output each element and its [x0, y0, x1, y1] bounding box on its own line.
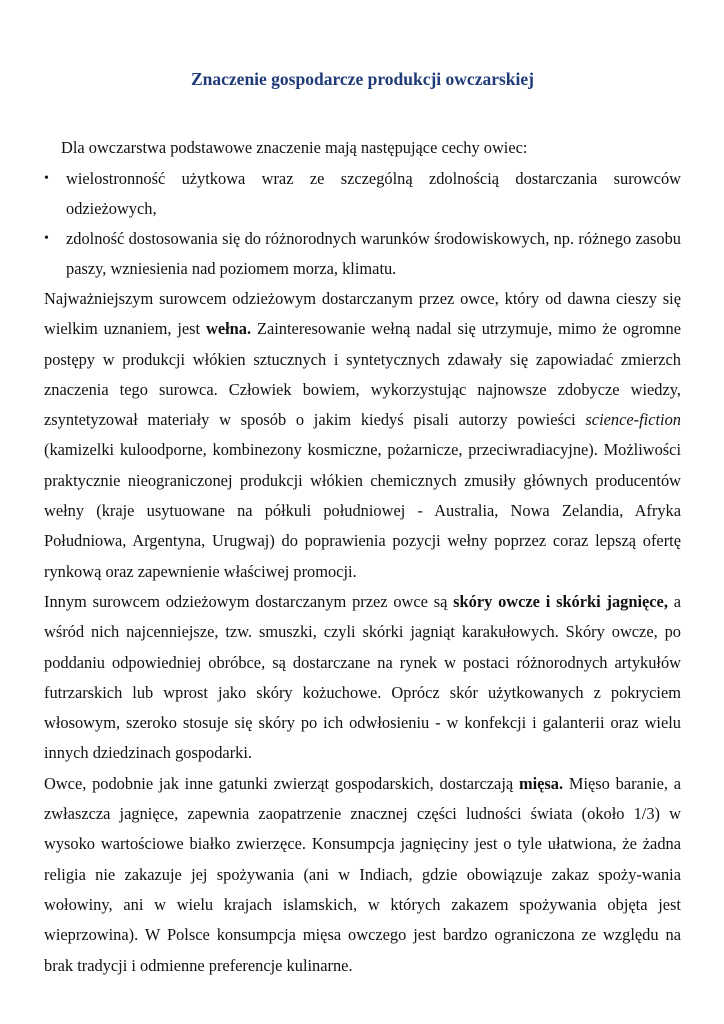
- paragraph-text: Innym surowcem odzieżowym dostarczanym przez owce są: [44, 591, 454, 611]
- paragraph-text: Najważniejszym surowcem odzieżowym dostarczanym przez owce, który od dawna cieszy się wielkim uznaniem, jest: [44, 289, 681, 339]
- paragraph-skins: [44, 587, 681, 769]
- paragraph-text: Owce, podobnie jak inne gatunki zwierząt gospodarskich, dostarczają: [44, 773, 519, 793]
- intro-text: Dla owczarstwa podstawowe znaczenie mają następujące cechy owiec:: [61, 138, 528, 157]
- list-item-text: zdolność dostosowania się do różnorodnych warunków środowiskowych, np. różnego zasobu paszy, wzniesienia nad poziomem morza, klimatu.: [66, 229, 681, 278]
- features-list: [44, 164, 681, 284]
- paragraph-text: Mięso baranie, a zwłaszcza jagnięce, zapewnia zaopatrzenie znacznej części ludności świata (około 1/3) w wysoko wartościowe białko zwierzęce. Konsumpcja jagnięciny jest o tyle ułatwiona, że żadna religia nie zakazuje jej spożywania (ani w Indiach, gdzie obowiązuje zakaz spoży-wania wołowiny, ani w wielu krajach islamskich, w których zakazem spożywania objęta jest wieprzowina). W Polsce konsumpcja mięsa owczego jest bardzo ograniczona ze względu na brak tradycji i odmienne preferencje kulinarne.: [44, 773, 681, 975]
- italic-term-science-fiction: science-fiction: [585, 410, 681, 430]
- bold-term-skins: skóry owcze i skórki jagnięce,: [453, 591, 668, 611]
- list-item: [44, 224, 681, 284]
- list-item-text: wielostronność użytkowa wraz ze szczególną zdolnością dostarczania surowców odzieżowych,: [66, 169, 681, 218]
- paragraph-text: a wśród nich najcenniejsze, tzw. smuszki, czyli skórki jagniąt karakułowych. Skóry owcze, po poddaniu odpowiedniej obróbce, są dostarczane na rynek w postaci różnorodnych artykułów futrzarskich lub wprost jako skóry kożuchowe. Oprócz skór użytkowanych z pokryciem włosowym, szeroko stosuje się skóry po ich odwłosieniu - w konfekcji i galanterii oraz wielu innych dziedzinach gospodarki.: [44, 591, 681, 763]
- bold-term-wool: wełna.: [205, 319, 252, 339]
- list-item: [44, 164, 681, 224]
- bold-term-meat: mięsa.: [518, 773, 564, 793]
- bullet-icon: •: [44, 171, 49, 186]
- paragraph-meat: [44, 769, 681, 981]
- paragraph-text: (kamizelki kuloodporne, kombinezony kosmiczne, pożarnicze, przeciwradiacyjne). Możliwości praktycznie nieograniczonej produkcji włókien chemicznych zmusiły głównych producentów wełny (kraje usytuowane na półkuli południowej - Australia, Nowa Zelandia, Afryka Południowa, Argentyna, Urugwaj) do poprawienia pozycji wełny poprzez coraz lepszą ofertę rynkową oraz zapewnienie właściwej promocji.: [44, 440, 681, 581]
- document-page: [44, 68, 681, 981]
- bullet-icon: •: [44, 231, 49, 246]
- page-title: Znaczenie gospodarcze produkcji owczarskiej: [190, 69, 534, 89]
- paragraph-text: Zainteresowanie wełną nadal się utrzymuje, mimo że ogromne postępy w produkcji włókien sztucznych i syntetycznych zdawały się zapowiadać zmierzch znaczenia tego surowca. Człowiek bowiem, wykorzystując najnowsze zdobycze wiedzy, zsyntetyzował materiały w sposób o jakim kiedyś pisali autorzy powieści: [44, 319, 681, 430]
- paragraph-wool: [44, 284, 681, 587]
